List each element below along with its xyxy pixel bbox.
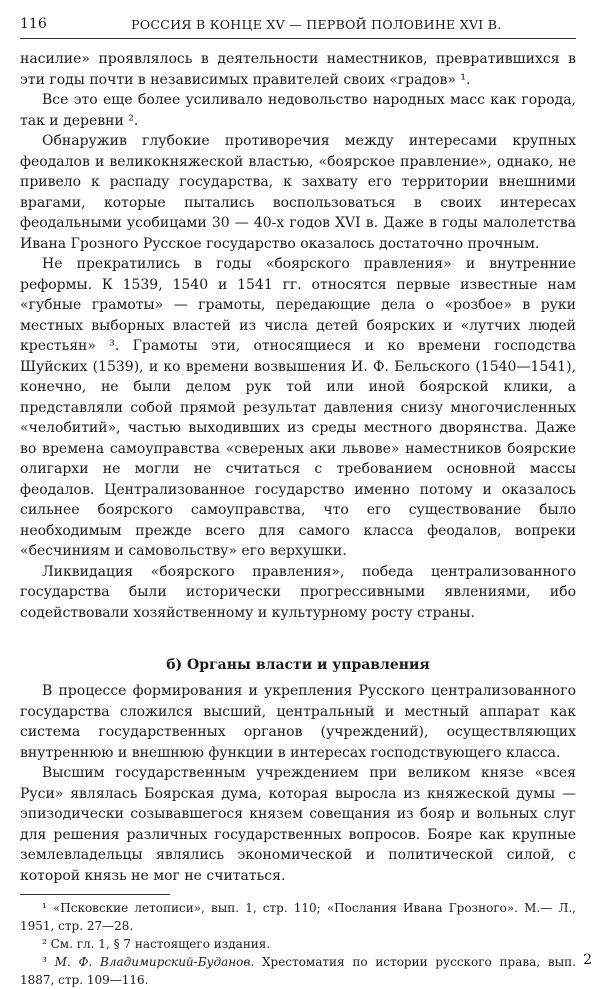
footnote-2: ² См. гл. 1, § 7 настоящего издания. <box>42 937 271 951</box>
paragraph: Высшим государственным учреждением при великом князе «всея Руси» являлась Боярская дума, которая выросла из княжеской думы — эпизодически созывавшегося князем совещания из бояр и вольных слуг для решения различных государственных вопросов. Бояре как крупные землевладельцы являлись экономической и политической силой, с которой князь не мог не считаться. <box>20 765 576 884</box>
paragraph: Не прекратились в годы «боярского правления» и внутренние реформы. К 1539, 1540 и 1541 гг. относятся первые известные нам «губные грамоты» — грамоты, передающие дела о «розбое» в руки местных выборных властей из числа детей боярских и «лутчих людей крестьян» ³. Грамоты эти, относящиеся и ко времени господства Шуйских (1539), и ко времени возвышения И. Ф. Бельского (1540—1541), конечно, не были делом рук той или иной боярской клики, а представляли собой прямой результат давления снизу многочисленных «челобитий», частью выходивших из среды местного дворянства. Даже во времена самоуправства «свереных аки львове» наместников боярские олигархи не могли не считаться с требованием основной массы феодалов. Централизованное государство именно потому и оказалось сильнее боярского самоуправства, что его существование было необходимым прежде всего для самого класса феодалов, вопреки «бесчиниям и самовольству» его верхушки. <box>20 256 576 559</box>
paragraph: насилие» проявлялось в деятельности наместников, превратившихся в эти годы почти в независимых правителей своих «градов» ¹. <box>20 51 576 88</box>
running-header <box>20 10 576 39</box>
paragraph: Ликвидация «боярского правления», победа централизованного государства были исторически прогрессивными явлениями, ибо содействовали хозяйственному и культурному росту страны. <box>20 563 576 621</box>
running-title: РОССИЯ В КОНЦЕ XV — ПЕРВОЙ ПОЛОВИНЕ XVI В. <box>131 16 502 32</box>
document-page <box>20 10 576 989</box>
footnote-3-author: М. Ф. Владимирский-Буданов. <box>54 955 255 969</box>
footnote-3-text: Хрестоматия по истории русского права, вып. 1887, стр. 109—116. <box>20 955 576 987</box>
section-heading: б) Органы власти и управления <box>166 657 430 673</box>
paragraph: В процессе формирования и укрепления Русского централизованного государства сложился высший, центральный и местный аппарат как система государственных органов (учреждений), осуществляющих внутреннюю и внешнюю функции в интересах господствующего класса. <box>20 683 576 761</box>
signature-mark: 2 <box>583 952 592 968</box>
footnote-3-marker: ³ <box>42 955 47 969</box>
footnote-3 <box>20 953 576 989</box>
footnote-divider <box>20 894 170 895</box>
paragraph: Обнаружив глубокие противоречия между интересами крупных феодалов и великокняжеской властью, «боярское правление», однако, не привело к распаду государства, к захвату его территории внешними врагами, которые пытались воспользоваться в своих интересах феодальными усобицами 30 — 40-х годов XVI в. Даже в годы малолетства Ивана Грозного Русское государство оказалось достаточно прочным. <box>20 133 576 252</box>
paragraph: Все это еще более усиливало недовольство народных масс как города, так и деревни ². <box>20 92 576 129</box>
footnotes <box>20 899 576 989</box>
main-text <box>20 49 576 989</box>
footnote-1: ¹ «Псковские летописи», вып. 1, стр. 110; «Послания Ивана Грозного». М.— Л., 1951, стр. 27—28. <box>20 901 576 933</box>
page-number: 116 <box>20 16 47 32</box>
